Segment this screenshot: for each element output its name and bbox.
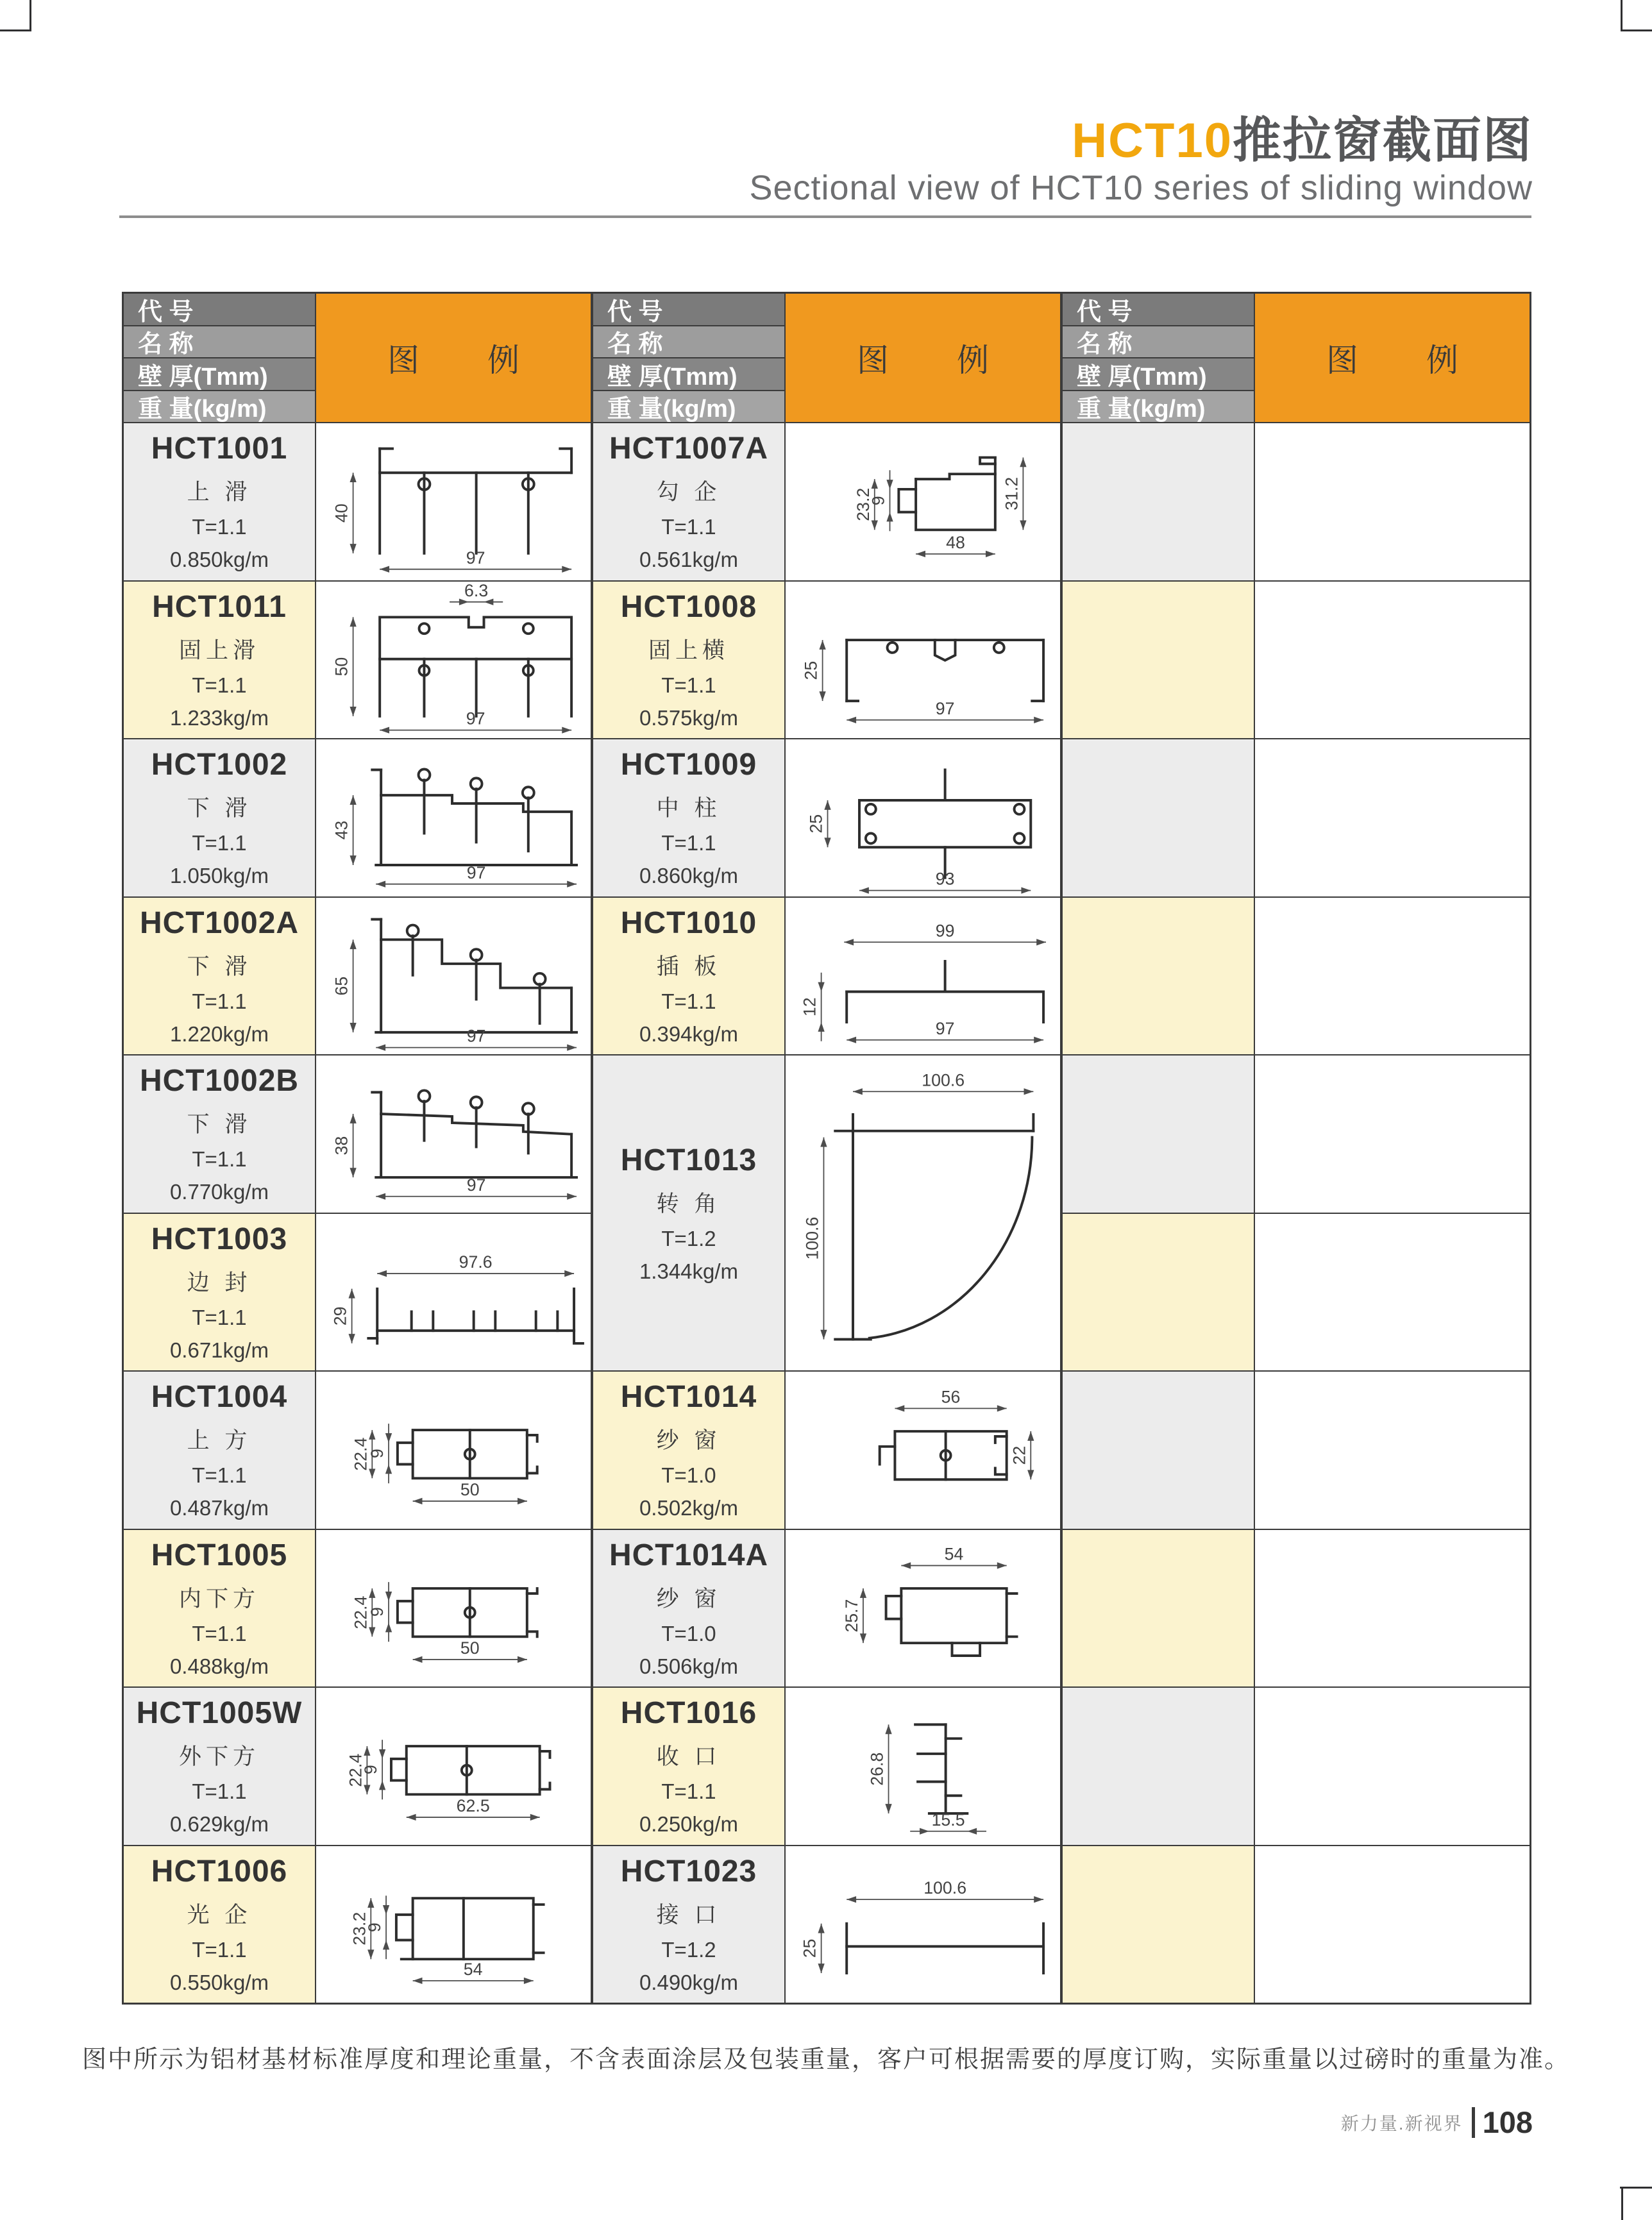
profile-label-empty-3-4 xyxy=(1063,898,1254,1055)
profile-label-empty-3-10 xyxy=(1063,1846,1254,2003)
profile-diagram-cell-HCT1002B xyxy=(316,1055,591,1213)
header-thickness: 壁 厚(Tmm) xyxy=(1063,358,1254,390)
svg-text:97.6: 97.6 xyxy=(459,1252,493,1272)
svg-text:9: 9 xyxy=(367,1606,387,1617)
footer-page-number: 108 xyxy=(1482,2105,1533,2139)
header-code: 代 号 xyxy=(1063,294,1254,325)
svg-text:29: 29 xyxy=(330,1306,350,1325)
header-thickness: 壁 厚(Tmm) xyxy=(593,358,784,390)
svg-text:23.2: 23.2 xyxy=(853,487,873,521)
profile-code: HCT1003 xyxy=(151,1222,288,1256)
profile-weight: 0.770kg/m xyxy=(169,1180,269,1204)
profile-code: HCT1013 xyxy=(620,1143,757,1177)
profile-label-empty-3-9 xyxy=(1063,1688,1254,1845)
profile-thickness: T=1.1 xyxy=(192,831,247,855)
profile-name: 插 板 xyxy=(656,954,721,979)
svg-text:23.2: 23.2 xyxy=(350,1912,369,1946)
profile-name: 外下方 xyxy=(178,1744,260,1770)
profile-weight: 0.506kg/m xyxy=(639,1654,739,1678)
svg-text:6.3: 6.3 xyxy=(464,581,489,600)
profile-weight: 0.561kg/m xyxy=(639,548,739,572)
svg-text:9: 9 xyxy=(365,1922,385,1932)
section-drawing-HCT1007A xyxy=(786,423,1060,580)
profile-weight: 1.050kg/m xyxy=(169,864,269,888)
section-drawing-HCT1013 xyxy=(786,1055,1060,1370)
profile-diagram-cell-empty-3-10 xyxy=(1255,1846,1530,2003)
profile-label-HCT1001 xyxy=(124,423,315,580)
profile-label-HCT1006 xyxy=(124,1846,315,2003)
header-code: 代 号 xyxy=(124,294,315,325)
svg-text:97: 97 xyxy=(466,709,485,728)
section-drawing-HCT1004 xyxy=(316,1372,591,1529)
profile-weight: 0.629kg/m xyxy=(169,1812,269,1837)
profile-diagram-cell-HCT1007A xyxy=(786,423,1060,580)
header-thickness: 壁 厚(Tmm) xyxy=(124,358,315,390)
profile-weight: 0.550kg/m xyxy=(169,1970,269,1994)
profile-label-HCT1007A xyxy=(593,423,784,580)
profile-diagram-cell-empty-3-5 xyxy=(1255,1055,1530,1213)
svg-text:12: 12 xyxy=(800,996,820,1016)
profile-weight: 0.575kg/m xyxy=(639,705,739,730)
section-drawing-HCT1008 xyxy=(786,582,1060,739)
profile-code: HCT1001 xyxy=(151,432,288,466)
profile-diagram-cell-HCT1004 xyxy=(316,1372,591,1529)
svg-text:97: 97 xyxy=(935,1018,955,1038)
profile-thickness: T=1.1 xyxy=(661,831,716,855)
profile-code: HCT1007A xyxy=(609,432,769,466)
profile-name: 固上横 xyxy=(648,637,729,663)
section-drawing-HCT1010 xyxy=(786,898,1060,1055)
svg-text:54: 54 xyxy=(463,1959,483,1979)
profile-thickness: T=1.1 xyxy=(192,1779,247,1804)
profile-code: HCT1006 xyxy=(151,1854,288,1888)
svg-text:9: 9 xyxy=(868,496,888,506)
svg-text:100.6: 100.6 xyxy=(922,1070,965,1090)
svg-text:54: 54 xyxy=(944,1544,964,1564)
header-legend: 图 例 xyxy=(786,294,1060,422)
profile-label-HCT1016 xyxy=(593,1688,784,1845)
crop-mark-top-left-v xyxy=(30,0,31,31)
profile-code: HCT1005W xyxy=(136,1696,303,1731)
header-name: 名 称 xyxy=(593,326,784,358)
profile-diagram-cell-empty-3-4 xyxy=(1255,898,1530,1055)
profile-label-empty-3-3 xyxy=(1063,739,1254,896)
profile-diagram-cell-HCT1014 xyxy=(786,1372,1060,1529)
footer-separator xyxy=(1472,2107,1475,2138)
profile-code: HCT1002A xyxy=(139,905,299,940)
svg-text:22.4: 22.4 xyxy=(346,1753,366,1787)
profile-weight: 0.490kg/m xyxy=(639,1970,739,1994)
profile-name: 边 封 xyxy=(187,1270,252,1295)
profile-diagram-cell-empty-3-6 xyxy=(1255,1214,1530,1371)
column-group-1 xyxy=(122,292,593,2005)
profile-label-empty-3-7 xyxy=(1063,1372,1254,1529)
profile-weight: 0.250kg/m xyxy=(639,1812,739,1837)
profile-thickness: T=1.0 xyxy=(661,1621,716,1645)
svg-text:40: 40 xyxy=(332,503,351,523)
profile-code: HCT1014 xyxy=(620,1380,757,1415)
profile-label-HCT1014 xyxy=(593,1372,784,1529)
footnote: 图中所示为铝材基材标准厚度和理论重量，不含表面涂层及包装重量，客户可根据需要的厚度订购，实际重量以过磅时的重量为准。 xyxy=(81,2046,1570,2073)
profile-name: 下 滑 xyxy=(187,1112,252,1138)
profile-diagram-cell-empty-3-9 xyxy=(1255,1688,1530,1845)
section-drawing-HCT1009 xyxy=(786,739,1060,896)
profile-code: HCT1004 xyxy=(151,1380,288,1415)
svg-text:48: 48 xyxy=(946,533,965,553)
svg-text:25: 25 xyxy=(800,1938,820,1958)
profile-diagram-cell-HCT1005W xyxy=(316,1688,591,1845)
svg-text:97: 97 xyxy=(466,1175,486,1195)
profile-weight: 0.394kg/m xyxy=(639,1022,739,1046)
header-weight: 重 量(kg/m) xyxy=(1063,391,1254,423)
profile-thickness: T=1.0 xyxy=(661,1463,716,1488)
crop-mark-bottom-right-h xyxy=(1620,2187,1652,2189)
svg-text:97: 97 xyxy=(935,698,955,718)
svg-text:22.4: 22.4 xyxy=(351,1595,371,1629)
svg-text:56: 56 xyxy=(941,1387,961,1407)
profile-code: HCT1023 xyxy=(620,1854,757,1888)
profile-thickness: T=1.1 xyxy=(192,515,247,539)
header-code: 代 号 xyxy=(593,294,784,325)
profile-diagram-cell-HCT1008 xyxy=(786,582,1060,739)
profile-label-empty-3-5 xyxy=(1063,1055,1254,1213)
header-weight: 重 量(kg/m) xyxy=(124,391,315,423)
profile-weight: 0.487kg/m xyxy=(169,1496,269,1520)
profile-label-empty-3-2 xyxy=(1063,582,1254,739)
footer-slogan: 新力量.新视界 xyxy=(1340,2113,1463,2133)
svg-text:93: 93 xyxy=(935,869,955,889)
header-legend: 图 例 xyxy=(1255,294,1530,422)
profile-thickness: T=1.2 xyxy=(661,1937,716,1962)
profile-label-HCT1004 xyxy=(124,1372,315,1529)
header-name: 名 称 xyxy=(124,326,315,358)
profile-label-HCT1005 xyxy=(124,1530,315,1687)
title-divider xyxy=(119,215,1531,218)
profile-diagram-cell-HCT1013 xyxy=(786,1055,1060,1370)
profile-diagram-cell-HCT1005 xyxy=(316,1530,591,1687)
profile-thickness: T=1.2 xyxy=(661,1226,716,1250)
profile-label-HCT1002 xyxy=(124,739,315,896)
section-drawing-HCT1011 xyxy=(316,582,591,739)
profile-name: 转 角 xyxy=(656,1191,721,1216)
profile-label-HCT1011 xyxy=(124,582,315,739)
profile-diagram-cell-HCT1001 xyxy=(316,423,591,580)
section-drawing-HCT1023 xyxy=(786,1846,1060,2003)
profile-label-HCT1002B xyxy=(124,1055,315,1213)
profile-code: HCT1002B xyxy=(139,1064,299,1098)
profile-diagram-cell-HCT1006 xyxy=(316,1846,591,2003)
profile-name: 勾 企 xyxy=(656,480,721,505)
profile-diagram-cell-empty-3-3 xyxy=(1255,739,1530,896)
profile-name: 下 滑 xyxy=(187,954,252,979)
svg-text:22.4: 22.4 xyxy=(351,1437,371,1471)
profile-name: 上 滑 xyxy=(187,480,252,505)
profile-code: HCT1005 xyxy=(151,1538,288,1572)
crop-mark-top-right-h xyxy=(1621,29,1652,31)
svg-text:9: 9 xyxy=(361,1765,381,1775)
section-drawing-HCT1002A xyxy=(316,898,591,1055)
profile-diagram-cell-empty-3-8 xyxy=(1255,1530,1530,1687)
profile-diagram-cell-empty-3-7 xyxy=(1255,1372,1530,1529)
header-name: 名 称 xyxy=(1063,326,1254,358)
profile-name: 接 口 xyxy=(656,1902,721,1928)
profile-name: 纱 窗 xyxy=(656,1586,721,1611)
profile-weight: 1.344kg/m xyxy=(639,1259,739,1283)
profile-diagram-cell-empty-3-1 xyxy=(1255,423,1530,580)
profile-diagram-cell-HCT1010 xyxy=(786,898,1060,1055)
column-group-3 xyxy=(1061,292,1531,2005)
profile-label-HCT1002A xyxy=(124,898,315,1055)
profile-label-HCT1010 xyxy=(593,898,784,1055)
profile-thickness: T=1.1 xyxy=(192,1305,247,1329)
section-drawing-HCT1016 xyxy=(786,1688,1060,1845)
profile-thickness: T=1.1 xyxy=(192,1463,247,1488)
profile-label-HCT1014A xyxy=(593,1530,784,1687)
profile-name: 中 柱 xyxy=(656,796,721,821)
profile-thickness: T=1.1 xyxy=(192,989,247,1013)
page-title-series: HCT10 xyxy=(1072,114,1233,168)
profile-label-HCT1009 xyxy=(593,739,784,896)
profile-thickness: T=1.1 xyxy=(661,1779,716,1804)
header-legend: 图 例 xyxy=(316,294,591,422)
profile-name: 纱 窗 xyxy=(656,1428,721,1454)
profile-label-HCT1023 xyxy=(593,1846,784,2003)
svg-text:50: 50 xyxy=(460,1480,480,1500)
svg-text:99: 99 xyxy=(935,920,955,940)
profile-code: HCT1014A xyxy=(609,1538,769,1572)
profile-thickness: T=1.1 xyxy=(192,1621,247,1645)
svg-text:62.5: 62.5 xyxy=(456,1796,490,1816)
svg-text:100.6: 100.6 xyxy=(802,1216,822,1260)
profile-label-HCT1008 xyxy=(593,582,784,739)
svg-text:15.5: 15.5 xyxy=(931,1810,965,1829)
profile-weight: 1.233kg/m xyxy=(169,705,269,730)
svg-text:26.8: 26.8 xyxy=(867,1752,887,1786)
profile-thickness: T=1.1 xyxy=(192,1937,247,1962)
profile-name: 内下方 xyxy=(178,1586,260,1611)
profile-weight: 0.850kg/m xyxy=(169,548,269,572)
header-weight: 重 量(kg/m) xyxy=(593,391,784,423)
profile-name: 固上滑 xyxy=(178,637,260,663)
page-footer xyxy=(1341,2105,1533,2140)
profile-code: HCT1010 xyxy=(620,905,757,940)
profile-weight: 0.671kg/m xyxy=(169,1338,269,1362)
profile-code: HCT1011 xyxy=(152,589,287,624)
profile-thickness: T=1.1 xyxy=(661,515,716,539)
svg-text:43: 43 xyxy=(332,820,351,840)
section-drawing-HCT1002 xyxy=(316,739,591,896)
section-drawing-HCT1005W xyxy=(316,1688,591,1845)
svg-text:22: 22 xyxy=(1009,1445,1029,1465)
profile-thickness: T=1.1 xyxy=(192,1147,247,1172)
profile-diagram-cell-HCT1014A xyxy=(786,1530,1060,1687)
profile-name: 光 企 xyxy=(187,1902,252,1928)
profile-code: HCT1009 xyxy=(620,748,757,782)
profile-diagram-cell-HCT1011 xyxy=(316,582,591,739)
profile-name: 下 滑 xyxy=(187,796,252,821)
svg-text:97: 97 xyxy=(466,548,485,568)
section-drawing-HCT1002B xyxy=(316,1055,591,1213)
profile-diagram-cell-HCT1002 xyxy=(316,739,591,896)
page-subtitle: Sectional view of HCT10 series of sliding window xyxy=(749,169,1533,207)
svg-text:97: 97 xyxy=(466,1026,486,1046)
crop-mark-top-left-h xyxy=(0,29,31,31)
crop-mark-top-right-v xyxy=(1621,0,1622,31)
section-drawing-HCT1003 xyxy=(316,1214,591,1371)
section-drawing-HCT1014A xyxy=(786,1530,1060,1687)
profile-diagram-cell-HCT1016 xyxy=(786,1688,1060,1845)
svg-text:25.7: 25.7 xyxy=(842,1599,862,1633)
crop-mark-bottom-right-v xyxy=(1621,2187,1623,2220)
profile-thickness: T=1.1 xyxy=(192,673,247,697)
svg-text:25: 25 xyxy=(801,660,821,680)
svg-text:25: 25 xyxy=(806,814,826,834)
profile-code: HCT1002 xyxy=(151,748,288,782)
profile-name: 收 口 xyxy=(656,1744,721,1770)
profile-name: 上 方 xyxy=(187,1428,252,1454)
profile-label-HCT1013 xyxy=(593,1055,784,1370)
svg-text:31.2: 31.2 xyxy=(1002,476,1022,510)
svg-text:100.6: 100.6 xyxy=(923,1878,967,1897)
page-title-zh: 推拉窗截面图 xyxy=(1233,114,1533,168)
page-title xyxy=(1072,101,1533,171)
profile-table xyxy=(122,292,1533,2005)
profile-weight: 0.860kg/m xyxy=(639,864,739,888)
profile-diagram-cell-empty-3-2 xyxy=(1255,582,1530,739)
profile-diagram-cell-HCT1003 xyxy=(316,1214,591,1371)
svg-text:50: 50 xyxy=(460,1638,480,1658)
svg-text:65: 65 xyxy=(332,976,351,995)
profile-code: HCT1008 xyxy=(620,589,757,624)
section-drawing-HCT1014 xyxy=(786,1372,1060,1529)
svg-text:50: 50 xyxy=(332,657,351,677)
svg-text:38: 38 xyxy=(332,1136,351,1156)
profile-label-HCT1005W xyxy=(124,1688,315,1845)
section-drawing-HCT1001 xyxy=(316,423,591,580)
profile-diagram-cell-HCT1009 xyxy=(786,739,1060,896)
profile-label-HCT1003 xyxy=(124,1214,315,1371)
profile-thickness: T=1.1 xyxy=(661,673,716,697)
profile-diagram-cell-HCT1002A xyxy=(316,898,591,1055)
profile-label-empty-3-8 xyxy=(1063,1530,1254,1687)
section-drawing-HCT1006 xyxy=(316,1846,591,2003)
profile-thickness: T=1.1 xyxy=(661,989,716,1013)
profile-code: HCT1016 xyxy=(620,1696,757,1731)
column-group-2 xyxy=(591,292,1062,2005)
profile-weight: 0.488kg/m xyxy=(169,1654,269,1678)
profile-diagram-cell-HCT1023 xyxy=(786,1846,1060,2003)
svg-text:97: 97 xyxy=(466,862,486,882)
svg-text:9: 9 xyxy=(367,1449,387,1459)
profile-label-empty-3-1 xyxy=(1063,423,1254,580)
profile-weight: 1.220kg/m xyxy=(169,1022,269,1046)
section-drawing-HCT1005 xyxy=(316,1530,591,1687)
profile-weight: 0.502kg/m xyxy=(639,1496,739,1520)
profile-label-empty-3-6 xyxy=(1063,1214,1254,1371)
